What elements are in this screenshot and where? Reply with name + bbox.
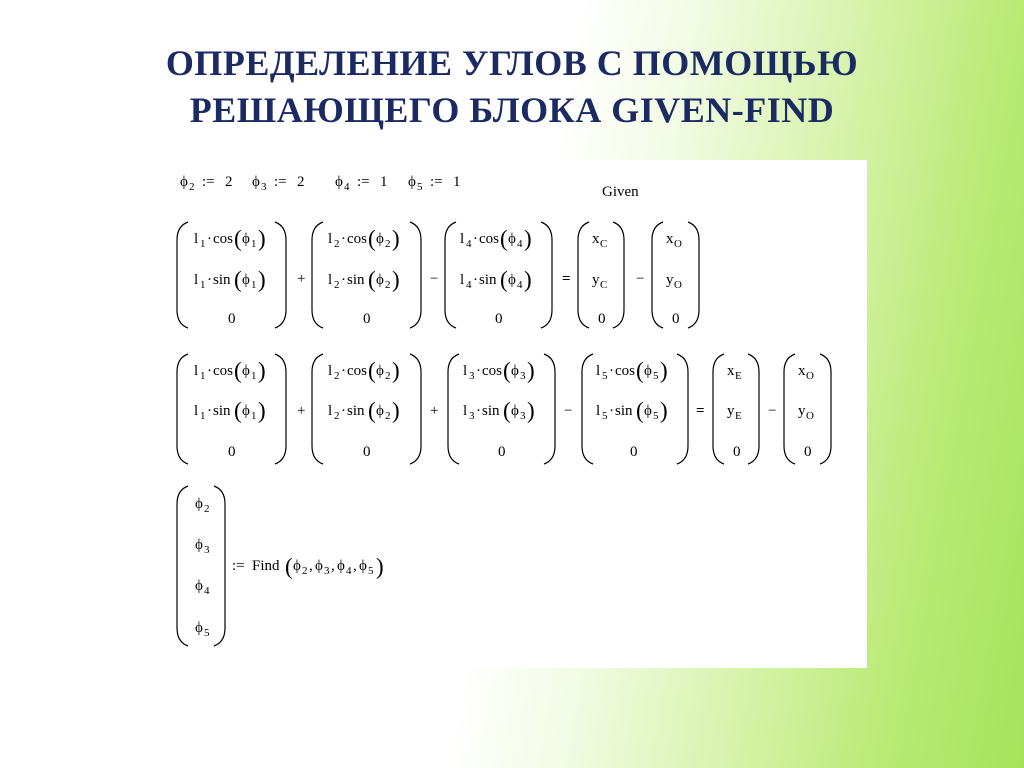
svg-text:,: , [331,558,335,574]
svg-text:1: 1 [200,238,206,250]
svg-text:,: , [309,558,313,574]
svg-text:2: 2 [334,279,340,291]
assignment-phi5 [408,174,461,193]
svg-text:l: l [460,231,465,247]
svg-text:(: ( [503,358,511,383]
svg-text:·: · [207,231,212,247]
svg-text:3: 3 [324,565,330,577]
svg-text:ϕ: ϕ [242,363,250,379]
svg-text:): ) [258,398,266,423]
svg-text:sin: sin [482,403,500,419]
assign-operator: := [232,558,245,574]
svg-text:ϕ: ϕ [359,558,367,574]
svg-text:2: 2 [302,565,308,577]
svg-text:): ) [527,358,535,383]
svg-text:l: l [328,272,333,288]
phi-symbol: ϕ [180,174,188,190]
cell-sin [328,398,400,423]
svg-text:ϕ: ϕ [508,231,516,247]
svg-text:O: O [806,410,814,422]
svg-text:l: l [460,272,465,288]
assign-value: 2 [225,174,233,190]
svg-text:1: 1 [251,238,257,250]
svg-text:(: ( [285,554,293,579]
phi-symbol: ϕ [252,174,260,190]
svg-text:ϕ: ϕ [376,272,384,288]
svg-text:O: O [674,279,682,291]
assign-operator: := [202,174,215,190]
cell-sin [596,398,668,423]
svg-text:3: 3 [520,410,526,422]
left-paren [448,354,459,464]
cell-cos [194,226,266,251]
svg-text:ϕ: ϕ [644,403,652,419]
svg-text:(: ( [368,226,376,251]
assign-operator: := [274,174,287,190]
svg-text:C: C [600,279,608,291]
svg-text:1: 1 [200,370,206,382]
assignment-phi4 [335,174,388,193]
svg-text:·: · [207,403,212,419]
svg-text:·: · [609,403,614,419]
left-paren [713,354,724,464]
svg-text:ϕ: ϕ [195,620,203,636]
phi-symbol: ϕ [242,272,250,288]
zero-cell: 0 [804,444,812,460]
equals-operator: = [562,271,571,287]
phi-subscript: 2 [189,181,195,193]
svg-text:(: ( [234,267,242,292]
assignment-phi2 [180,174,233,193]
svg-text:E: E [735,370,742,382]
left-paren [312,222,323,328]
svg-text:ϕ: ϕ [195,578,203,594]
svg-text:): ) [392,358,400,383]
assign-operator: := [430,174,443,190]
left-paren [177,222,188,328]
assign-value: 1 [453,174,461,190]
svg-text:l: l [463,403,468,419]
svg-text:l: l [463,363,468,379]
zero-cell: 0 [498,444,506,460]
minus-operator: − [430,271,439,287]
svg-text:2: 2 [334,410,340,422]
svg-text:2: 2 [334,370,340,382]
cell-cos [596,358,668,383]
minus-operator: − [564,403,573,419]
cell-cos [328,226,400,251]
left-paren [177,486,188,646]
vector-link-1 [177,354,286,464]
phi-symbol: ϕ [242,231,250,247]
phi-subscript: 3 [261,181,267,193]
svg-text:): ) [392,398,400,423]
svg-text:l: l [328,403,333,419]
svg-text:x: x [727,363,735,379]
svg-text:ϕ: ϕ [508,272,516,288]
zero-cell: 0 [630,444,638,460]
find-function: Find [252,558,280,574]
svg-text:sin: sin [615,403,633,419]
left-paren [784,354,795,464]
svg-text:·: · [473,231,478,247]
svg-text:4: 4 [517,238,523,250]
cell-sin [463,398,535,423]
svg-text:sin: sin [347,403,365,419]
vector-link-1 [177,222,286,328]
zero-cell: 0 [228,311,236,327]
svg-text:ϕ: ϕ [195,537,203,553]
right-paren [410,222,421,328]
svg-text:3: 3 [204,544,210,556]
svg-text:): ) [524,267,532,292]
svg-text:·: · [476,403,481,419]
svg-text:): ) [376,554,384,579]
zero-cell: 0 [598,311,606,327]
svg-text:cos: cos [347,231,367,247]
svg-text:x: x [592,231,600,247]
svg-text:sin: sin [479,272,497,288]
svg-text:·: · [341,403,346,419]
svg-text:ϕ: ϕ [376,231,384,247]
svg-text:5: 5 [368,565,374,577]
equals-operator: = [696,403,705,419]
svg-text:l: l [596,363,601,379]
left-paren [582,354,593,464]
cell-sin [328,267,400,292]
svg-text:ϕ: ϕ [511,363,519,379]
phi-symbol: ϕ [335,174,343,190]
find-block [177,486,384,646]
svg-text:(: ( [368,267,376,292]
svg-text:4: 4 [517,279,523,291]
equation-1 [177,222,699,328]
svg-text:y: y [727,403,735,419]
svg-text:(: ( [636,358,644,383]
phi-subscript: 4 [344,181,350,193]
svg-text:ϕ: ϕ [376,363,384,379]
svg-text:2: 2 [334,238,340,250]
vector-link-4 [445,222,552,328]
right-paren [544,354,555,464]
svg-text:cos: cos [347,363,367,379]
svg-text:): ) [392,267,400,292]
assignment-phi3 [252,174,305,193]
right-paren [275,354,286,464]
assign-value: 1 [380,174,388,190]
svg-text:l: l [596,403,601,419]
svg-text:·: · [341,231,346,247]
zero-cell: 0 [495,311,503,327]
left-paren [177,354,188,464]
left-paren [578,222,589,328]
svg-text:l: l [194,403,199,419]
svg-text:): ) [258,358,266,383]
svg-text:1: 1 [251,410,257,422]
vector-link-3 [448,354,555,464]
svg-text:4: 4 [346,565,352,577]
svg-text:2: 2 [204,503,210,515]
svg-text:1: 1 [200,410,206,422]
svg-text:5: 5 [653,370,659,382]
minus-operator: − [768,403,777,419]
svg-text:·: · [207,363,212,379]
assign-operator: := [357,174,370,190]
svg-text:y: y [666,272,674,288]
vector-link-5 [582,354,688,464]
svg-text:(: ( [503,398,511,423]
svg-text:4: 4 [204,585,210,597]
vector-link-2 [312,222,421,328]
assign-value: 2 [297,174,305,190]
right-paren [275,222,286,328]
svg-text:): ) [258,267,266,292]
svg-text:cos: cos [615,363,635,379]
svg-text:ϕ: ϕ [376,403,384,419]
cell-sin [194,267,266,292]
svg-text:·: · [473,272,478,288]
svg-text:2: 2 [385,370,391,382]
svg-text:ϕ: ϕ [511,403,519,419]
svg-text:2: 2 [385,279,391,291]
right-paren [410,354,421,464]
svg-text:ϕ: ϕ [293,558,301,574]
svg-text:1: 1 [251,279,257,291]
svg-text:(: ( [234,358,242,383]
svg-text:·: · [476,363,481,379]
plus-operator: + [430,403,439,419]
svg-text:y: y [592,272,600,288]
cos-function: cos [213,231,233,247]
svg-text:ϕ: ϕ [315,558,323,574]
svg-text:,: , [353,558,357,574]
svg-text:l: l [328,363,333,379]
vector-point-O [652,222,699,328]
vector-point-O [784,354,831,464]
zero-cell: 0 [363,311,371,327]
minus-operator: − [636,271,645,287]
svg-text:4: 4 [466,279,472,291]
svg-text:ϕ: ϕ [242,403,250,419]
svg-text:3: 3 [520,370,526,382]
vector-link-2 [312,354,421,464]
svg-text:(: ( [234,226,242,251]
left-paren [445,222,456,328]
svg-text:cos: cos [479,231,499,247]
zero-cell: 0 [672,311,680,327]
equation-2 [177,354,831,464]
ell-symbol: l [194,272,199,288]
title-line-1: ОПРЕДЕЛЕНИЕ УГЛОВ С ПОМОЩЬЮ [165,43,859,83]
svg-text:): ) [524,226,532,251]
svg-text:): ) [660,398,668,423]
right-paren [613,222,624,328]
svg-text:5: 5 [204,627,210,639]
svg-text:·: · [341,363,346,379]
vector-point-E [713,354,759,464]
svg-text:5: 5 [602,410,608,422]
cell-cos [328,358,400,383]
svg-text:sin: sin [213,403,231,419]
svg-text:·: · [609,363,614,379]
svg-text:·: · [341,272,346,288]
ell-symbol: l [194,231,199,247]
zero-cell: 0 [363,444,371,460]
svg-text:y: y [798,403,806,419]
cell-cos [460,226,532,251]
svg-text:(: ( [234,398,242,423]
phi-symbol: ϕ [408,174,416,190]
svg-text:(: ( [500,267,508,292]
plus-operator: + [297,271,306,287]
svg-text:x: x [798,363,806,379]
svg-text:): ) [258,226,266,251]
svg-text:4: 4 [466,238,472,250]
vector-point-C [578,222,624,328]
mathcad-worksheet [170,160,867,668]
mathcad-equations [170,160,867,668]
right-paren [214,486,225,646]
svg-text:5: 5 [653,410,659,422]
svg-text:ϕ: ϕ [337,558,345,574]
svg-text:): ) [527,398,535,423]
cell-sin [460,267,532,292]
svg-text:1: 1 [200,279,206,291]
svg-text:(: ( [500,226,508,251]
svg-text:O: O [674,238,682,250]
title-line-2: РЕШАЮЩЕГО БЛОКА GIVEN-FIND [189,90,835,130]
svg-text:ϕ: ϕ [195,496,203,512]
slide-title [90,40,934,134]
cell-cos [194,358,266,383]
given-keyword: Given [602,184,639,200]
svg-text:O: O [806,370,814,382]
unknowns-vector [177,486,225,646]
svg-text:): ) [660,358,668,383]
svg-text:ϕ: ϕ [644,363,652,379]
svg-text:3: 3 [469,370,475,382]
svg-text:x: x [666,231,674,247]
svg-text:3: 3 [469,410,475,422]
svg-text:): ) [392,226,400,251]
svg-text:l: l [194,363,199,379]
right-paren [688,222,699,328]
right-paren [820,354,831,464]
phi-subscript: 5 [417,181,423,193]
zero-cell: 0 [733,444,741,460]
svg-text:2: 2 [385,410,391,422]
right-paren [748,354,759,464]
right-paren [541,222,552,328]
svg-text:E: E [735,410,742,422]
cell-cos [463,358,535,383]
sin-function: sin [213,272,231,288]
svg-text:sin: sin [347,272,365,288]
svg-text:(: ( [368,398,376,423]
zero-cell: 0 [228,444,236,460]
left-paren [312,354,323,464]
svg-text:1: 1 [251,370,257,382]
svg-text:C: C [600,238,608,250]
svg-text:·: · [207,272,212,288]
left-paren [652,222,663,328]
cell-sin [194,398,266,423]
svg-text:cos: cos [213,363,233,379]
svg-text:l: l [328,231,333,247]
right-paren [677,354,688,464]
plus-operator: + [297,403,306,419]
svg-text:cos: cos [482,363,502,379]
svg-text:5: 5 [602,370,608,382]
svg-text:(: ( [636,398,644,423]
svg-text:2: 2 [385,238,391,250]
svg-text:(: ( [368,358,376,383]
